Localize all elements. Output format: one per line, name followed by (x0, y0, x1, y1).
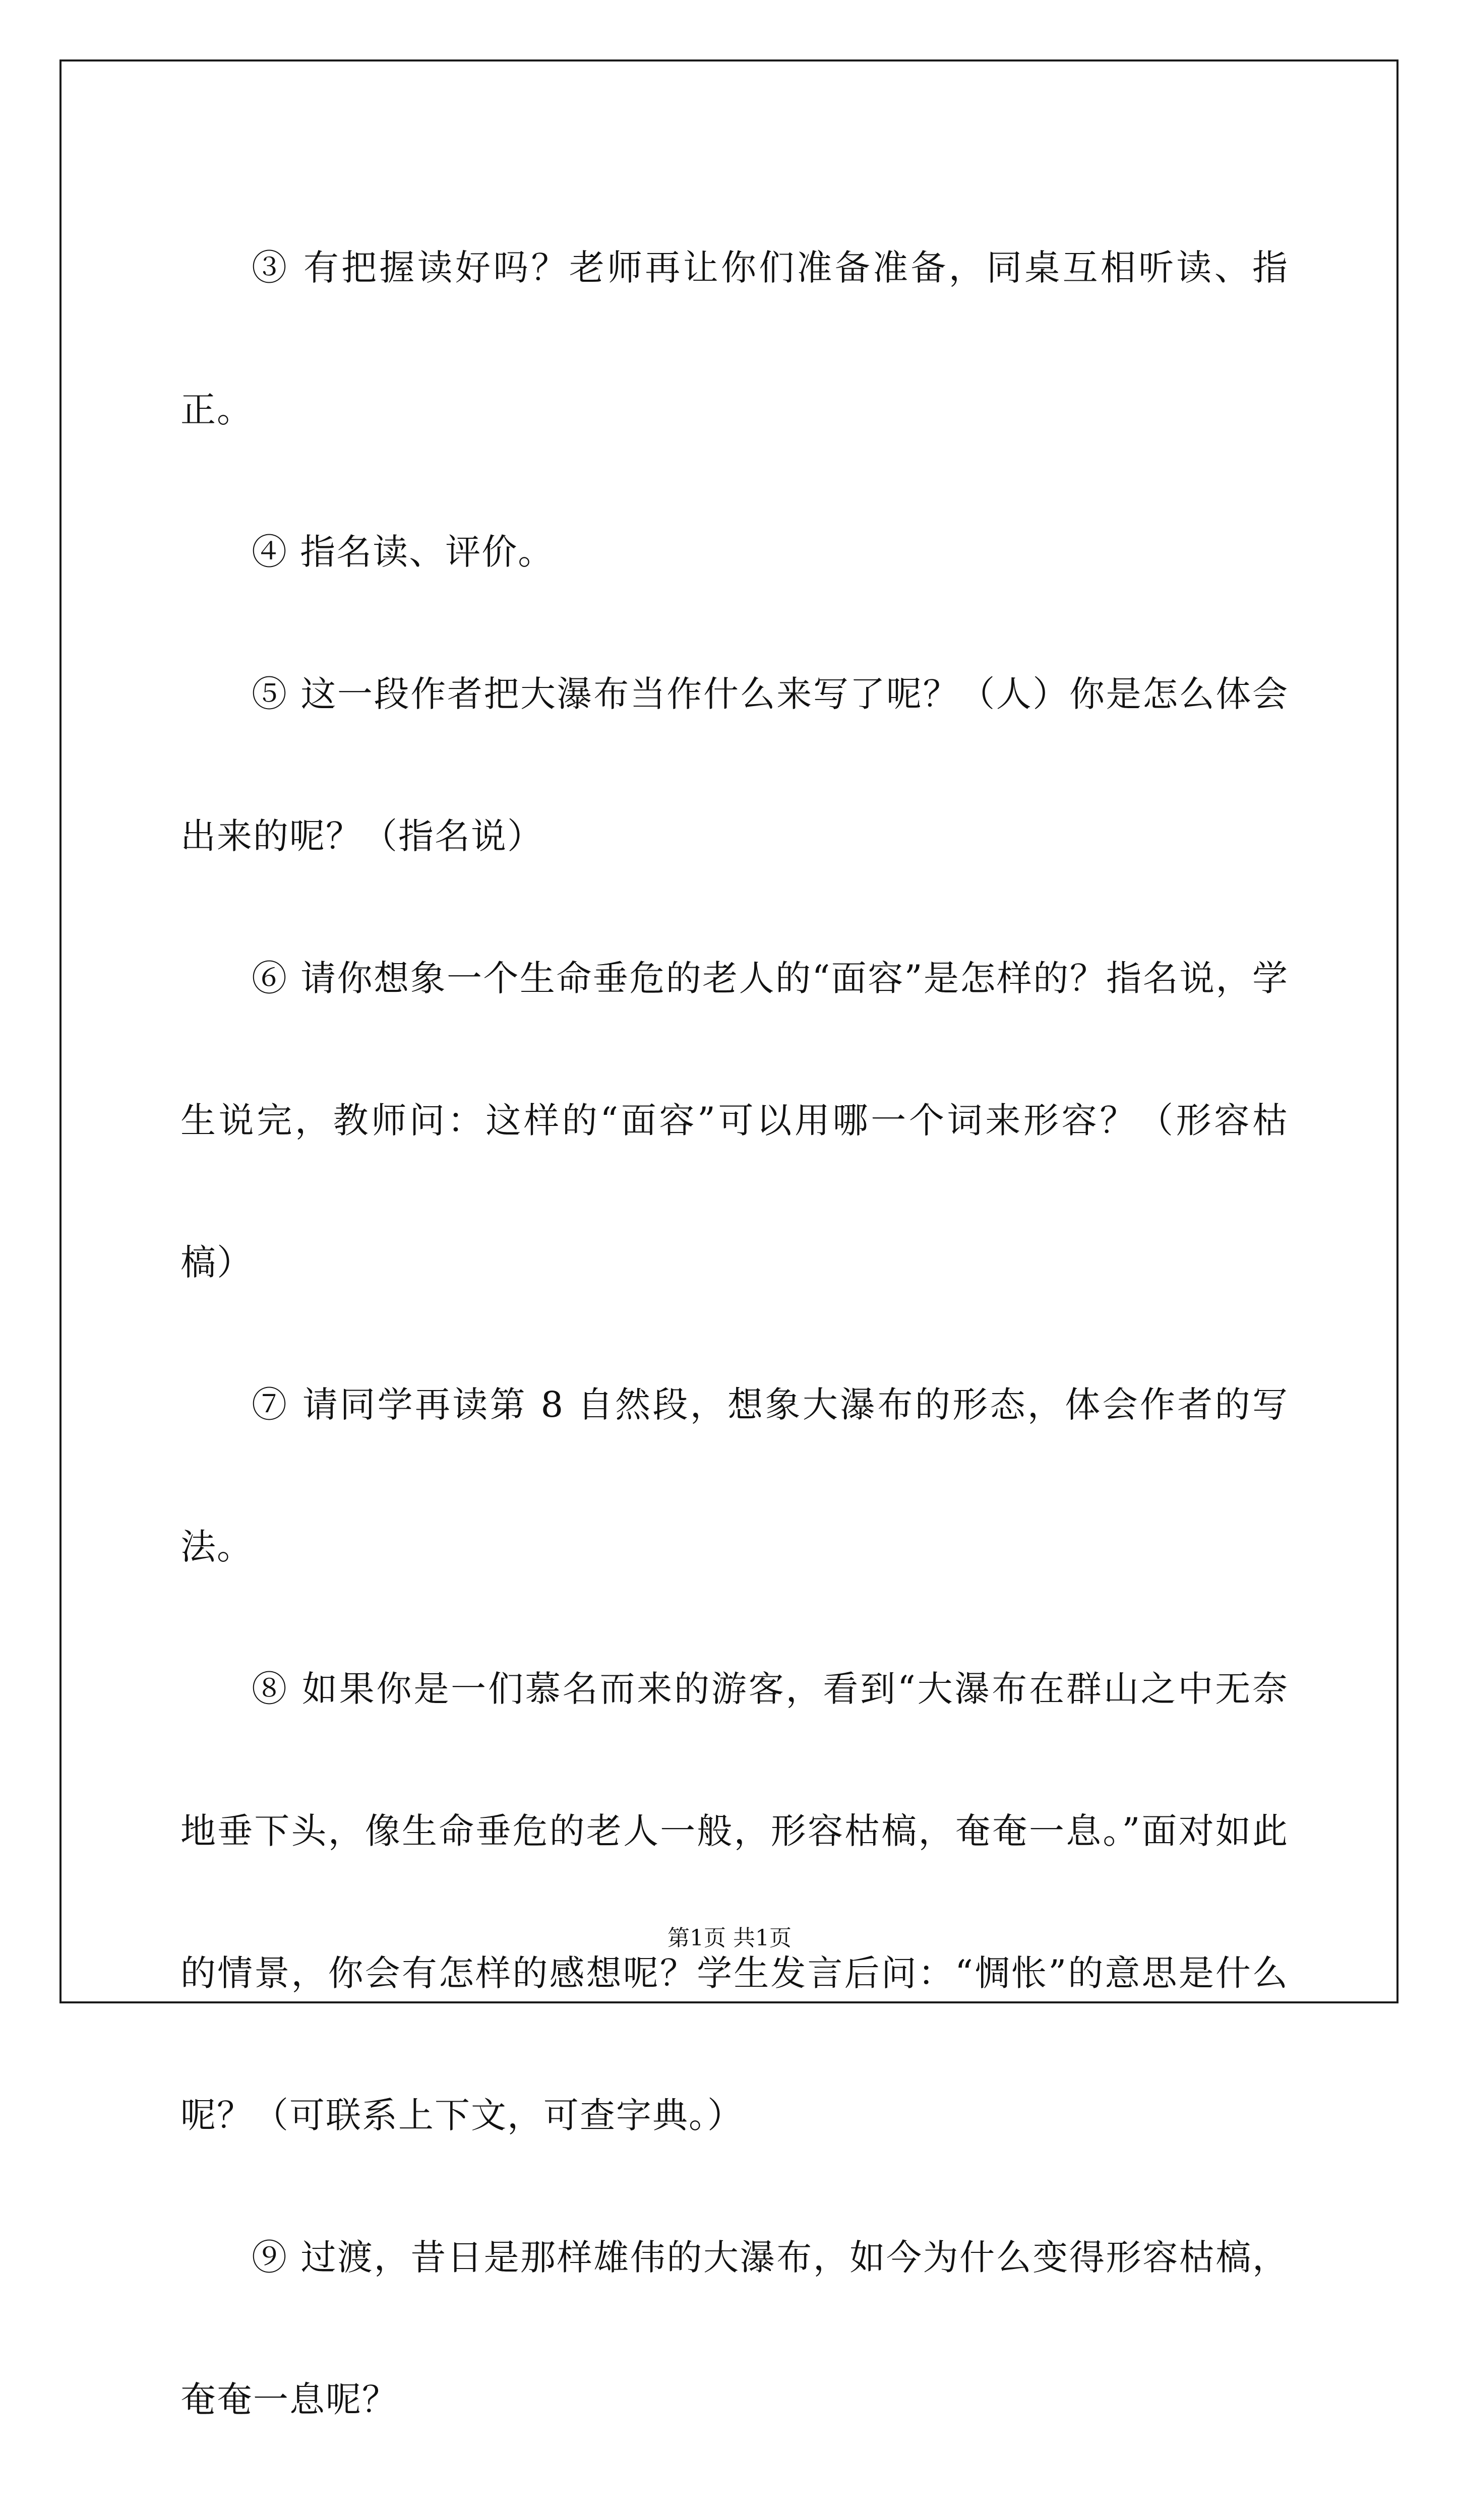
paragraph-step-4: ④ 指名读、评价。 (252, 531, 555, 573)
paragraph-step-6: ⑥ 请你想象一个生命垂危的老人的“面容”是怎样的？指名说，学生说完，教师问：这样的“面容”可以用哪一个词来形容？（形容枯槁） (180, 958, 1289, 1283)
paragraph-step-9: ⑨ 过渡，昔日是那样雄伟的大瀑布，如今为什么变得形容枯槁，奄奄一息呢？ (180, 2237, 1289, 2420)
page-footer: 第1页 共1页 (667, 1925, 792, 1951)
paragraph-step-7: ⑦ 请同学再读第 8 自然段，想象大瀑布的形态，体会作者的写法。 (180, 1384, 1289, 1567)
paragraph-step-5: ⑤ 这一段作者把大瀑布当作什么来写了呢？（人）你是怎么体会出来的呢？（指名说） (180, 673, 1289, 857)
document-body (180, 197, 1289, 2520)
paragraph-step-3: ③ 有把握读好吗？老师再让你们准备准备，同桌互相听读、指正。 (180, 247, 1289, 430)
paragraph-step-8: ⑧ 如果你是一们慕名而来的游客，看到“大瀑布在群山之中无奈地垂下头，像生命垂危的老人一般，形容枯槁，奄奄一息。”面对如此的情景，你会有怎样的感想呢？学生发言后问：“惆怅”的意思是什么呢？（可联系上下文，可查字典。） (180, 1668, 1289, 2136)
paragraph-section-3 (180, 2471, 1289, 2520)
